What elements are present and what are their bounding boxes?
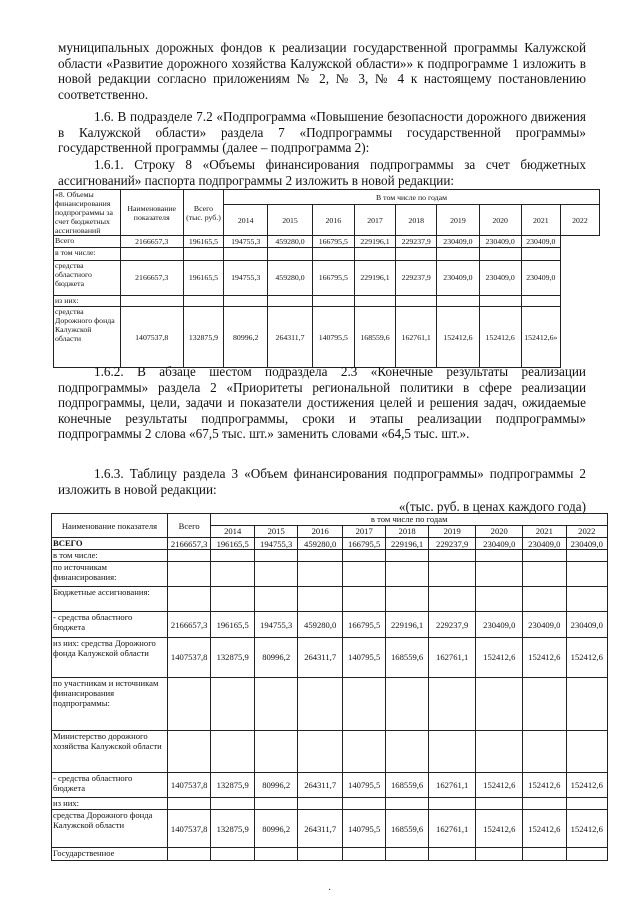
- row-value-2014: [183, 295, 223, 307]
- row-value-2017: 166795,5: [312, 260, 354, 295]
- paragraph-1-6-2: 1.6.2. В абзаце шестом подраздела 2.3 «Конечные результаты реализации подпрограммы» раздела 2 «Приоритеты региональной политики в сфере реализации подпрограммы, цели, задачи и показатели достижения целей и решения задач, ожидаемые конечные результаты подпрограммы, сроки и этапы реализации подпрограммы» подпрограммы 2 слова «67,5 тыс. шт.» заменить словами «64,5 тыс. шт.».: [58, 364, 586, 442]
- row-value-2016: 264311,7: [298, 773, 343, 798]
- row-value-2020: 152412,6: [476, 810, 523, 848]
- row-value-2015: 194755,3: [224, 260, 268, 295]
- table-row: [54, 295, 600, 307]
- row-value-2017: 140795,5: [342, 773, 385, 798]
- row-value-2014: 196165,5: [183, 236, 223, 248]
- financing-table-section3: [51, 513, 608, 861]
- row-value-2014: [211, 730, 254, 772]
- row-total: [167, 798, 210, 810]
- row-value-2019: [428, 848, 476, 861]
- row-value-2020: 230409,0: [437, 260, 479, 295]
- row-value-2021: [479, 247, 521, 260]
- row-value-2017: 166795,5: [342, 612, 385, 637]
- row-value-2017: 140795,5: [312, 307, 354, 368]
- row-value-2018: [386, 561, 428, 586]
- row-value-2022: [566, 730, 607, 772]
- row-value-2017: 140795,5: [342, 637, 385, 677]
- row-value-2021: [523, 677, 566, 730]
- row-value-2020: [476, 586, 523, 611]
- row-value-2021: [523, 848, 566, 861]
- row-value-2019: [428, 561, 476, 586]
- year-header-2015: 2015: [268, 205, 312, 236]
- row-value-2018: 229196,1: [354, 236, 395, 248]
- row-value-2018: [386, 730, 428, 772]
- row-value-2015: [254, 586, 297, 611]
- row-value-2022: [566, 848, 607, 861]
- row-name: Государственное: [52, 848, 168, 861]
- header-years-title: В том числе по годам: [224, 190, 600, 205]
- row-value-2014: 196165,5: [211, 612, 254, 637]
- row-total: [120, 247, 183, 260]
- row-value-2016: 459280,0: [298, 612, 343, 637]
- row-value-2017: [342, 848, 385, 861]
- row-value-2014: 132875,9: [211, 637, 254, 677]
- year-header-2018: 2018: [396, 205, 437, 236]
- row-value-2022: 152412,6: [566, 637, 607, 677]
- row-value-2015: [254, 549, 297, 561]
- row-value-2019: 229237,9: [396, 260, 437, 295]
- row-value-2022: 152412,6: [566, 810, 607, 848]
- row-value-2018: 168559,6: [386, 637, 428, 677]
- table-row: [54, 247, 600, 260]
- row-total: [167, 730, 210, 772]
- row-value-2018: [354, 247, 395, 260]
- row-value-2015: 80996,2: [224, 307, 268, 368]
- row-label-cell: «8. Объемы финансирования подпрограммы за счет бюджетных ассигнований: [54, 190, 121, 236]
- row-value-2018: [386, 798, 428, 810]
- year-header-2018: 2018: [386, 525, 428, 538]
- row-value-2022: [521, 295, 560, 307]
- row-value-2021: [523, 549, 566, 561]
- table-row: [52, 561, 608, 586]
- row-value-2021: 152412,6: [523, 773, 566, 798]
- row-value-2014: 196165,5: [211, 538, 254, 550]
- table-row: [52, 549, 608, 561]
- row-value-2016: 459280,0: [298, 538, 343, 550]
- row-value-2015: [254, 730, 297, 772]
- row-value-2014: 132875,9: [183, 307, 223, 368]
- year-header-2019: 2019: [437, 205, 479, 236]
- row-value-2017: [342, 798, 385, 810]
- row-value-2022: 152412,6: [566, 773, 607, 798]
- row-value-2021: 152412,6: [479, 307, 521, 368]
- row-value-2014: [211, 549, 254, 561]
- row-value-2018: 229196,1: [354, 260, 395, 295]
- row-value-2020: [476, 848, 523, 861]
- row-value-2016: [298, 798, 343, 810]
- financing-table-passport: [53, 189, 600, 368]
- table-row: [52, 612, 608, 637]
- row-value-2019: 162761,1: [428, 773, 476, 798]
- row-value-2019: 229237,9: [428, 612, 476, 637]
- year-header-2015: 2015: [254, 525, 297, 538]
- row-value-2017: [342, 549, 385, 561]
- row-value-2020: 230409,0: [437, 236, 479, 248]
- row-value-2020: [476, 549, 523, 561]
- row-value-2016: 264311,7: [268, 307, 312, 368]
- row-value-2017: [342, 561, 385, 586]
- year-header-2019: 2019: [428, 525, 476, 538]
- row-name: - средства областного бюджета: [52, 612, 168, 637]
- row-value-2021: [479, 295, 521, 307]
- year-header-2022: 2022: [560, 205, 599, 236]
- table-row: [54, 307, 600, 368]
- row-name: ВСЕГО: [52, 538, 168, 550]
- row-value-2014: [211, 561, 254, 586]
- row-value-2019: 229237,9: [428, 538, 476, 550]
- row-value-2017: 166795,5: [312, 236, 354, 248]
- row-value-2015: [254, 848, 297, 861]
- row-value-2022: 230409,0: [521, 260, 560, 295]
- row-value-2016: [298, 561, 343, 586]
- row-value-2019: [428, 586, 476, 611]
- year-header-2014: 2014: [211, 525, 254, 538]
- row-value-2017: 166795,5: [342, 538, 385, 550]
- row-value-2019: [428, 798, 476, 810]
- row-value-2016: [298, 586, 343, 611]
- year-header-2014: 2014: [224, 205, 268, 236]
- year-header-2016: 2016: [312, 205, 354, 236]
- row-value-2022: 152412,6»: [521, 307, 560, 368]
- row-value-2016: 264311,7: [298, 637, 343, 677]
- row-value-2018: [386, 586, 428, 611]
- paragraph-continuation: муниципальных дорожных фондов к реализации государственной программы Калужской области «Развитие дорожного хозяйства Калужской области»» к подпрограмме 1 изложить в новой редакции согласно приложениям № 2, № 3, № 4 к настоящему постановлению соответственно.: [58, 40, 586, 102]
- header-name: Наименование показателя: [120, 190, 183, 236]
- row-value-2018: [386, 549, 428, 561]
- row-value-2019: 162761,1: [428, 810, 476, 848]
- row-value-2019: [396, 295, 437, 307]
- units-note: «(тыс. руб. в ценах каждого года): [398, 499, 586, 514]
- year-header-2020: 2020: [476, 525, 523, 538]
- row-value-2020: [476, 730, 523, 772]
- row-value-2020: 230409,0: [476, 538, 523, 550]
- row-value-2020: [476, 561, 523, 586]
- row-value-2015: [254, 677, 297, 730]
- row-value-2015: [224, 295, 268, 307]
- row-value-2018: [354, 295, 395, 307]
- row-value-2021: 230409,0: [479, 260, 521, 295]
- row-value-2014: [211, 586, 254, 611]
- row-value-2015: 194755,3: [224, 236, 268, 248]
- row-value-2019: [428, 677, 476, 730]
- row-name: из них:: [54, 295, 121, 307]
- row-value-2016: [268, 295, 312, 307]
- row-value-2022: [566, 586, 607, 611]
- row-value-2017: [312, 247, 354, 260]
- row-name: из них:: [52, 798, 168, 810]
- row-value-2020: 152412,6: [437, 307, 479, 368]
- row-value-2022: [566, 798, 607, 810]
- row-value-2021: 230409,0: [479, 236, 521, 248]
- row-value-2022: [521, 247, 560, 260]
- paragraph-1-6: 1.6. В подразделе 7.2 «Подпрограмма «Повышение безопасности дорожного движения в Калужской области» раздела 7 «Подпрограммы государственной программы» государственной программы (далее – подпрограмма 2):: [58, 109, 586, 156]
- row-value-2021: 230409,0: [523, 538, 566, 550]
- row-value-2021: [523, 561, 566, 586]
- row-name: - средства областного бюджета: [52, 773, 168, 798]
- row-total: 1407537,8: [167, 810, 210, 848]
- scan-mark: ·: [328, 885, 332, 896]
- table-row: [52, 848, 608, 861]
- row-value-2017: [312, 295, 354, 307]
- row-name: Всего: [54, 236, 121, 248]
- row-value-2019: 162761,1: [396, 307, 437, 368]
- row-total: 1407537,8: [167, 637, 210, 677]
- row-value-2021: [523, 798, 566, 810]
- row-total: 1407537,8: [167, 773, 210, 798]
- row-name: Министерство дорожного хозяйства Калужской области: [52, 730, 168, 772]
- row-value-2015: [254, 561, 297, 586]
- year-header-2017: 2017: [342, 525, 385, 538]
- row-value-2018: 229196,1: [386, 612, 428, 637]
- row-value-2016: 459280,0: [268, 236, 312, 248]
- row-value-2016: [268, 247, 312, 260]
- row-value-2014: 196165,5: [183, 260, 223, 295]
- row-value-2022: [566, 561, 607, 586]
- row-value-2020: [437, 247, 479, 260]
- row-value-2019: [396, 247, 437, 260]
- row-value-2015: 194755,3: [254, 612, 297, 637]
- row-total: [167, 549, 210, 561]
- row-name: по участникам и источникам финансирования подпрограммы:: [52, 677, 168, 730]
- year-header-2021: 2021: [521, 205, 560, 236]
- row-value-2019: 162761,1: [428, 637, 476, 677]
- row-value-2020: [437, 295, 479, 307]
- row-value-2019: 229237,9: [396, 236, 437, 248]
- row-value-2022: 230409,0: [566, 612, 607, 637]
- table-row: [52, 637, 608, 677]
- row-name: по источникам финансирования:: [52, 561, 168, 586]
- row-value-2015: [224, 247, 268, 260]
- row-value-2019: [428, 730, 476, 772]
- table-row: [52, 677, 608, 730]
- row-total: [167, 677, 210, 730]
- row-value-2018: 168559,6: [354, 307, 395, 368]
- paragraph-1-6-1: 1.6.1. Строку 8 «Объемы финансирования подпрограммы за счет бюджетных ассигнований» паспорта подпрограммы 2 изложить в новой редакции:: [58, 157, 586, 188]
- table-row: [54, 260, 600, 295]
- row-value-2015: 80996,2: [254, 810, 297, 848]
- table-row: [52, 586, 608, 611]
- row-value-2021: 230409,0: [523, 612, 566, 637]
- row-value-2014: 132875,9: [211, 810, 254, 848]
- row-value-2019: [428, 549, 476, 561]
- row-value-2022: [566, 677, 607, 730]
- row-value-2017: [342, 586, 385, 611]
- table-row: [52, 773, 608, 798]
- row-value-2018: 168559,6: [386, 810, 428, 848]
- year-header-2022: 2022: [566, 525, 607, 538]
- row-value-2016: [298, 848, 343, 861]
- row-value-2014: [211, 677, 254, 730]
- row-value-2020: 152412,6: [476, 773, 523, 798]
- table-row: [52, 798, 608, 810]
- row-value-2016: 264311,7: [298, 810, 343, 848]
- row-value-2020: 230409,0: [476, 612, 523, 637]
- row-value-2016: [298, 549, 343, 561]
- row-value-2022: 230409,0: [566, 538, 607, 550]
- row-value-2017: [342, 730, 385, 772]
- row-name: из них: средства Дорожного фонда Калужской области: [52, 637, 168, 677]
- year-header-2017: 2017: [354, 205, 395, 236]
- row-total: 2166657,3: [167, 612, 210, 637]
- table-row: [52, 538, 608, 550]
- header-name: Наименование показателя: [52, 514, 168, 538]
- row-value-2017: [342, 677, 385, 730]
- row-value-2021: [523, 586, 566, 611]
- row-value-2016: [298, 730, 343, 772]
- row-name: в том числе:: [54, 247, 121, 260]
- row-value-2016: 459280,0: [268, 260, 312, 295]
- row-value-2014: 132875,9: [211, 773, 254, 798]
- row-name: средства областного бюджета: [54, 260, 121, 295]
- row-name: средства Дорожного фонда Калужской области: [54, 307, 121, 368]
- row-total: 2166657,3: [120, 260, 183, 295]
- row-name: средства Дорожного фонда Калужской области: [52, 810, 168, 848]
- row-value-2015: [254, 798, 297, 810]
- table-row: [52, 810, 608, 848]
- row-value-2017: 140795,5: [342, 810, 385, 848]
- year-header-2020: 2020: [479, 205, 521, 236]
- row-total: [167, 561, 210, 586]
- row-value-2014: [183, 247, 223, 260]
- row-total: [120, 295, 183, 307]
- row-value-2020: [476, 798, 523, 810]
- row-value-2014: [211, 798, 254, 810]
- year-header-2016: 2016: [298, 525, 343, 538]
- row-total: 2166657,3: [167, 538, 210, 550]
- paragraph-1-6-3: 1.6.3. Таблицу раздела 3 «Объем финансирования подпрограммы» подпрограммы 2 изложить в новой редакции:: [58, 466, 586, 497]
- row-total: 2166657,3: [120, 236, 183, 248]
- row-value-2014: [211, 848, 254, 861]
- row-value-2018: [386, 848, 428, 861]
- row-value-2015: 194755,3: [254, 538, 297, 550]
- row-value-2021: 152412,6: [523, 637, 566, 677]
- row-value-2021: [523, 730, 566, 772]
- row-total: 1407537,8: [120, 307, 183, 368]
- header-total: Всего (тыс. руб.): [183, 190, 223, 236]
- row-value-2021: 152412,6: [523, 810, 566, 848]
- row-value-2020: [476, 677, 523, 730]
- table-row: [54, 236, 600, 248]
- row-value-2020: 152412,6: [476, 637, 523, 677]
- row-value-2022: 230409,0: [521, 236, 560, 248]
- row-value-2016: [298, 677, 343, 730]
- row-value-2018: [386, 677, 428, 730]
- row-value-2015: 80996,2: [254, 637, 297, 677]
- row-value-2022: [566, 549, 607, 561]
- row-value-2018: 168559,6: [386, 773, 428, 798]
- row-value-2015: 80996,2: [254, 773, 297, 798]
- row-name: в том числе:: [52, 549, 168, 561]
- row-name: Бюджетные ассигнования:: [52, 586, 168, 611]
- header-years-title: в том числе по годам: [211, 514, 608, 526]
- row-total: [167, 586, 210, 611]
- table-row: [52, 730, 608, 772]
- row-total: [167, 848, 210, 861]
- header-total: Всего: [167, 514, 210, 538]
- row-value-2018: 229196,1: [386, 538, 428, 550]
- year-header-2021: 2021: [523, 525, 566, 538]
